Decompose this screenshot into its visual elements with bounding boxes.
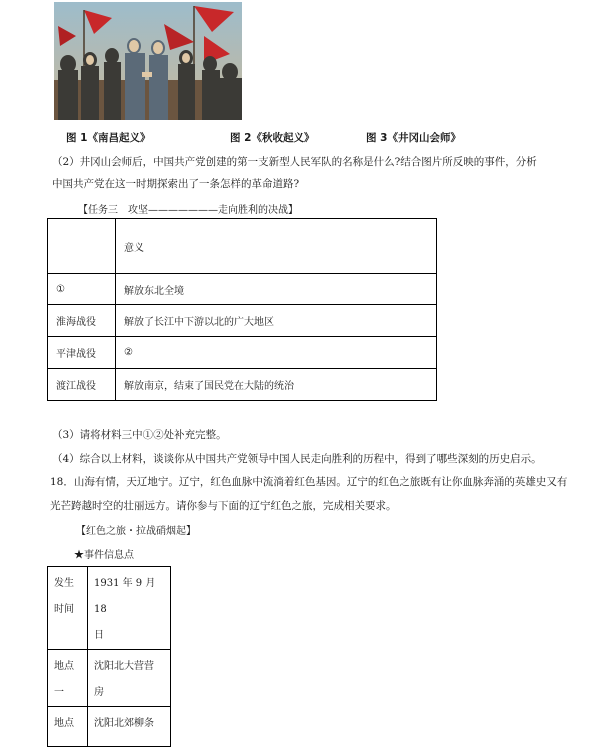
painting-jinggangshan-meeting [54,2,242,120]
table-row [48,337,437,369]
battle-name-cell: 渡江战役 [48,369,116,401]
decisive-battles-table [47,218,437,401]
question-2-line-2: 中国共产党在这一时期探索出了一条怎样的革命道路? [52,178,300,190]
table-row [48,305,437,337]
battle-meaning-cell: 解放南京，结束了国民党在大陆的统治 [116,369,437,401]
battle-meaning-cell: 解放东北全境 [116,274,437,305]
label-line: 地点 [54,661,74,672]
label-line: 时间 [54,604,74,615]
event-info-table [47,566,171,747]
question-18-line-2: 光芒跨越时空的壮丽远方。请你参与下面的辽宁红色之旅，完成相关要求。 [50,500,397,512]
value-line: 房 [94,687,104,698]
task-3-heading: 【任务三 攻坚———————走向胜利的决战】 [78,205,298,216]
red-tour-heading: 【红色之旅・拉战硝烟起】 [76,526,196,537]
battle-meaning-cell: 解放了长江中下游以北的广大地区 [116,305,437,337]
figure-2-caption: 图 2《秋收起义》 [230,132,315,144]
value-line: 1931 年 9 月 18 [94,578,156,615]
value-line: 沈阳北郊柳条 [94,718,154,729]
question-2-line-1: （2）井冈山会师后，中国共产党创建的第一支新型人民军队的名称是什么?结合图片所反映的事件，分析 [52,156,537,168]
value-line: 沈阳北大营营 [94,661,154,672]
table-row [48,274,437,305]
header-cell-empty [48,219,116,274]
table-row [48,650,171,707]
event-label-cell [48,650,88,707]
figure-3-caption: 图 3《井冈山会师》 [366,132,461,144]
event-value-cell [88,567,171,650]
value-line: 日 [94,630,104,641]
table-row [48,707,171,747]
battle-name-cell: 平津战役 [48,337,116,369]
question-3: （3）请将材料三中①②处补充完整。 [52,429,227,441]
event-value-cell [88,707,171,747]
battle-name-cell: 淮海战役 [48,305,116,337]
label-line: 地点 [54,718,74,729]
question-4: （4）综合以上材料，谈谈你从中国共产党领导中国人民走向胜利的历程中，得到了哪些深刻的历史启示。 [52,453,542,465]
event-label-cell [48,567,88,650]
figure-1-caption: 图 1《南昌起义》 [66,132,151,144]
battle-name-cell: ① [48,274,116,305]
battle-meaning-cell: ② [116,337,437,369]
header-cell-meaning: 意义 [116,219,437,274]
label-line: 一 [54,687,64,698]
label-line: 发生 [54,578,74,589]
table-row [48,567,171,650]
event-value-cell [88,650,171,707]
event-label-cell [48,707,88,747]
table-header-row [48,219,437,274]
event-info-subheading: ★事件信息点 [74,550,134,561]
question-18-line-1: 18．山海有情，天辽地宁。辽宁，红色血脉中流淌着红色基因。辽宁的红色之旅既有让你血脉奔涌的英雄史又有 [50,476,568,488]
table-row [48,369,437,401]
